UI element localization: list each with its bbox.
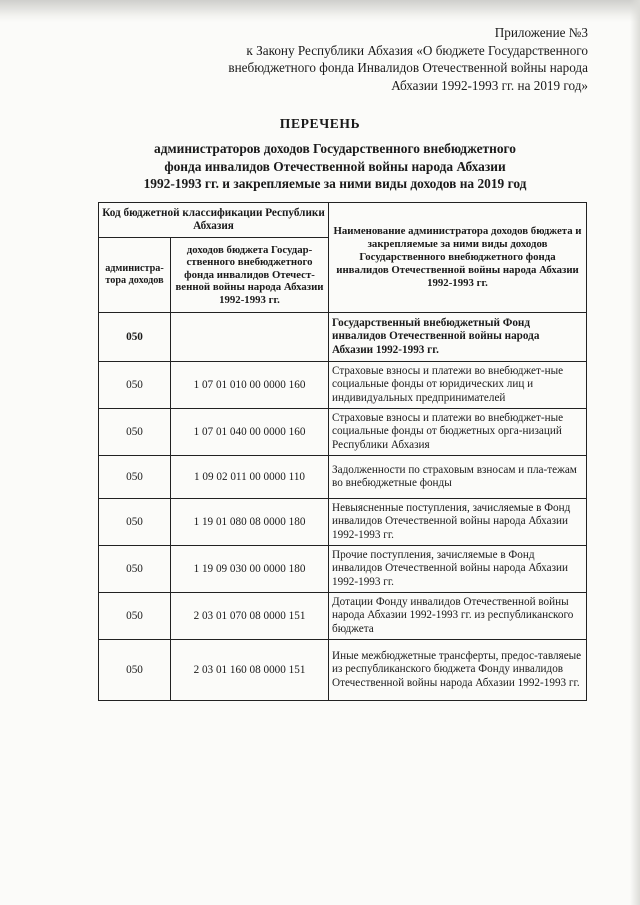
income-code: 2 03 01 070 08 0000 151: [171, 593, 329, 640]
administrator-code: 050: [99, 456, 171, 499]
table-row: [99, 362, 587, 409]
income-description: Страховые взносы и платежи во внебюджет-ные социальные фонды от бюджетных орга-низаций Республики Абхазия: [329, 409, 587, 456]
document-title: ПЕРЕЧЕНЬ: [279, 116, 361, 131]
income-description: Страховые взносы и платежи во внебюджет-ные социальные фонды от юридических лиц и индивидуальных предпринимателей: [329, 362, 587, 409]
income-code: 2 03 01 160 08 0000 151: [171, 640, 329, 701]
header-administrator-name: Наименование администратора доходов бюджета и закрепляемые за ними виды доходов Государственного внебюджетного фонда инвалидов Отечественной войны народа Абхазии 1992-1993 гг.: [329, 203, 587, 313]
income-code: 1 09 02 011 00 0000 110: [171, 456, 329, 499]
income-code: 1 19 09 030 00 0000 180: [171, 546, 329, 593]
subtitle-line: администраторов доходов Государственного внебюджетного: [154, 141, 516, 156]
income-description: Государственный внебюджетный Фонд инвалидов Отечественной войны народа Абхазии 1992-1993 гг.: [329, 313, 587, 362]
income-description: Иные межбюджетные трансферты, предос-тавляеые из республиканского бюджета Фонду инвалидов Отечественной войны народа Абхазии 1992-1993 гг.: [329, 640, 587, 701]
table-row: [99, 456, 587, 499]
income-code: [171, 313, 329, 362]
subtitle-line: 1992-1993 гг. и закрепляемые за ними виды доходов на 2019 год: [143, 176, 527, 191]
annex-number: Приложение №3: [494, 25, 588, 40]
administrator-code: 050: [99, 593, 171, 640]
subtitle-line: фонда инвалидов Отечественной войны народа Абхазии: [164, 158, 506, 174]
document-subtitle: [100, 140, 570, 193]
income-code: 1 07 01 010 00 0000 160: [171, 362, 329, 409]
annex-law-line: к Закону Республики Абхазия «О бюджете Государственного: [246, 42, 588, 58]
annex-reference: [128, 24, 588, 94]
table-row: [99, 593, 587, 640]
annex-law-line: Абхазии 1992-1993 гг. на 2019 год»: [391, 77, 588, 93]
administrator-code: 050: [99, 313, 171, 362]
administrator-code: 050: [99, 499, 171, 546]
table-row: [99, 499, 587, 546]
income-description: Дотации Фонду инвалидов Отечественной войны народа Абхазии 1992-1993 гг. из республиканского бюджета: [329, 593, 587, 640]
administrator-code: 050: [99, 640, 171, 701]
administrator-code: 050: [99, 546, 171, 593]
income-code: 1 07 01 040 00 0000 160: [171, 409, 329, 456]
table-row: [99, 640, 587, 701]
table-row: [99, 546, 587, 593]
income-description: Невыясненные поступления, зачисляемые в Фонд инвалидов Отечественной войны народа Абхазии 1992-1993 гг.: [329, 499, 587, 546]
income-description: Задолженности по страховым взносам и пла-тежам во внебюджетные фонды: [329, 456, 587, 499]
table-row: [99, 409, 587, 456]
administrator-code: 050: [99, 409, 171, 456]
annex-law-line: внебюджетного фонда Инвалидов Отечественной войны народа: [228, 60, 588, 75]
header-income-code: доходов бюджета Государ-ственного внебюджетного фонда инвалидов Отечест-венной войны народа Абхазии 1992-1993 гг.: [171, 238, 329, 313]
income-description: Прочие поступления, зачисляемые в Фонд инвалидов Отечественной войны народа Абхазии 1992-1993 гг.: [329, 546, 587, 593]
scan-top-shadow: [0, 0, 640, 22]
header-code-classification: Код бюджетной классификации Республики Абхазия: [99, 203, 329, 238]
administrator-code: 050: [99, 362, 171, 409]
administrators-table: [98, 202, 587, 701]
header-administrator-code: администра-тора доходов: [99, 238, 171, 313]
income-code: 1 19 01 080 08 0000 180: [171, 499, 329, 546]
table-row: [99, 313, 587, 362]
scan-right-edge: [630, 0, 640, 905]
